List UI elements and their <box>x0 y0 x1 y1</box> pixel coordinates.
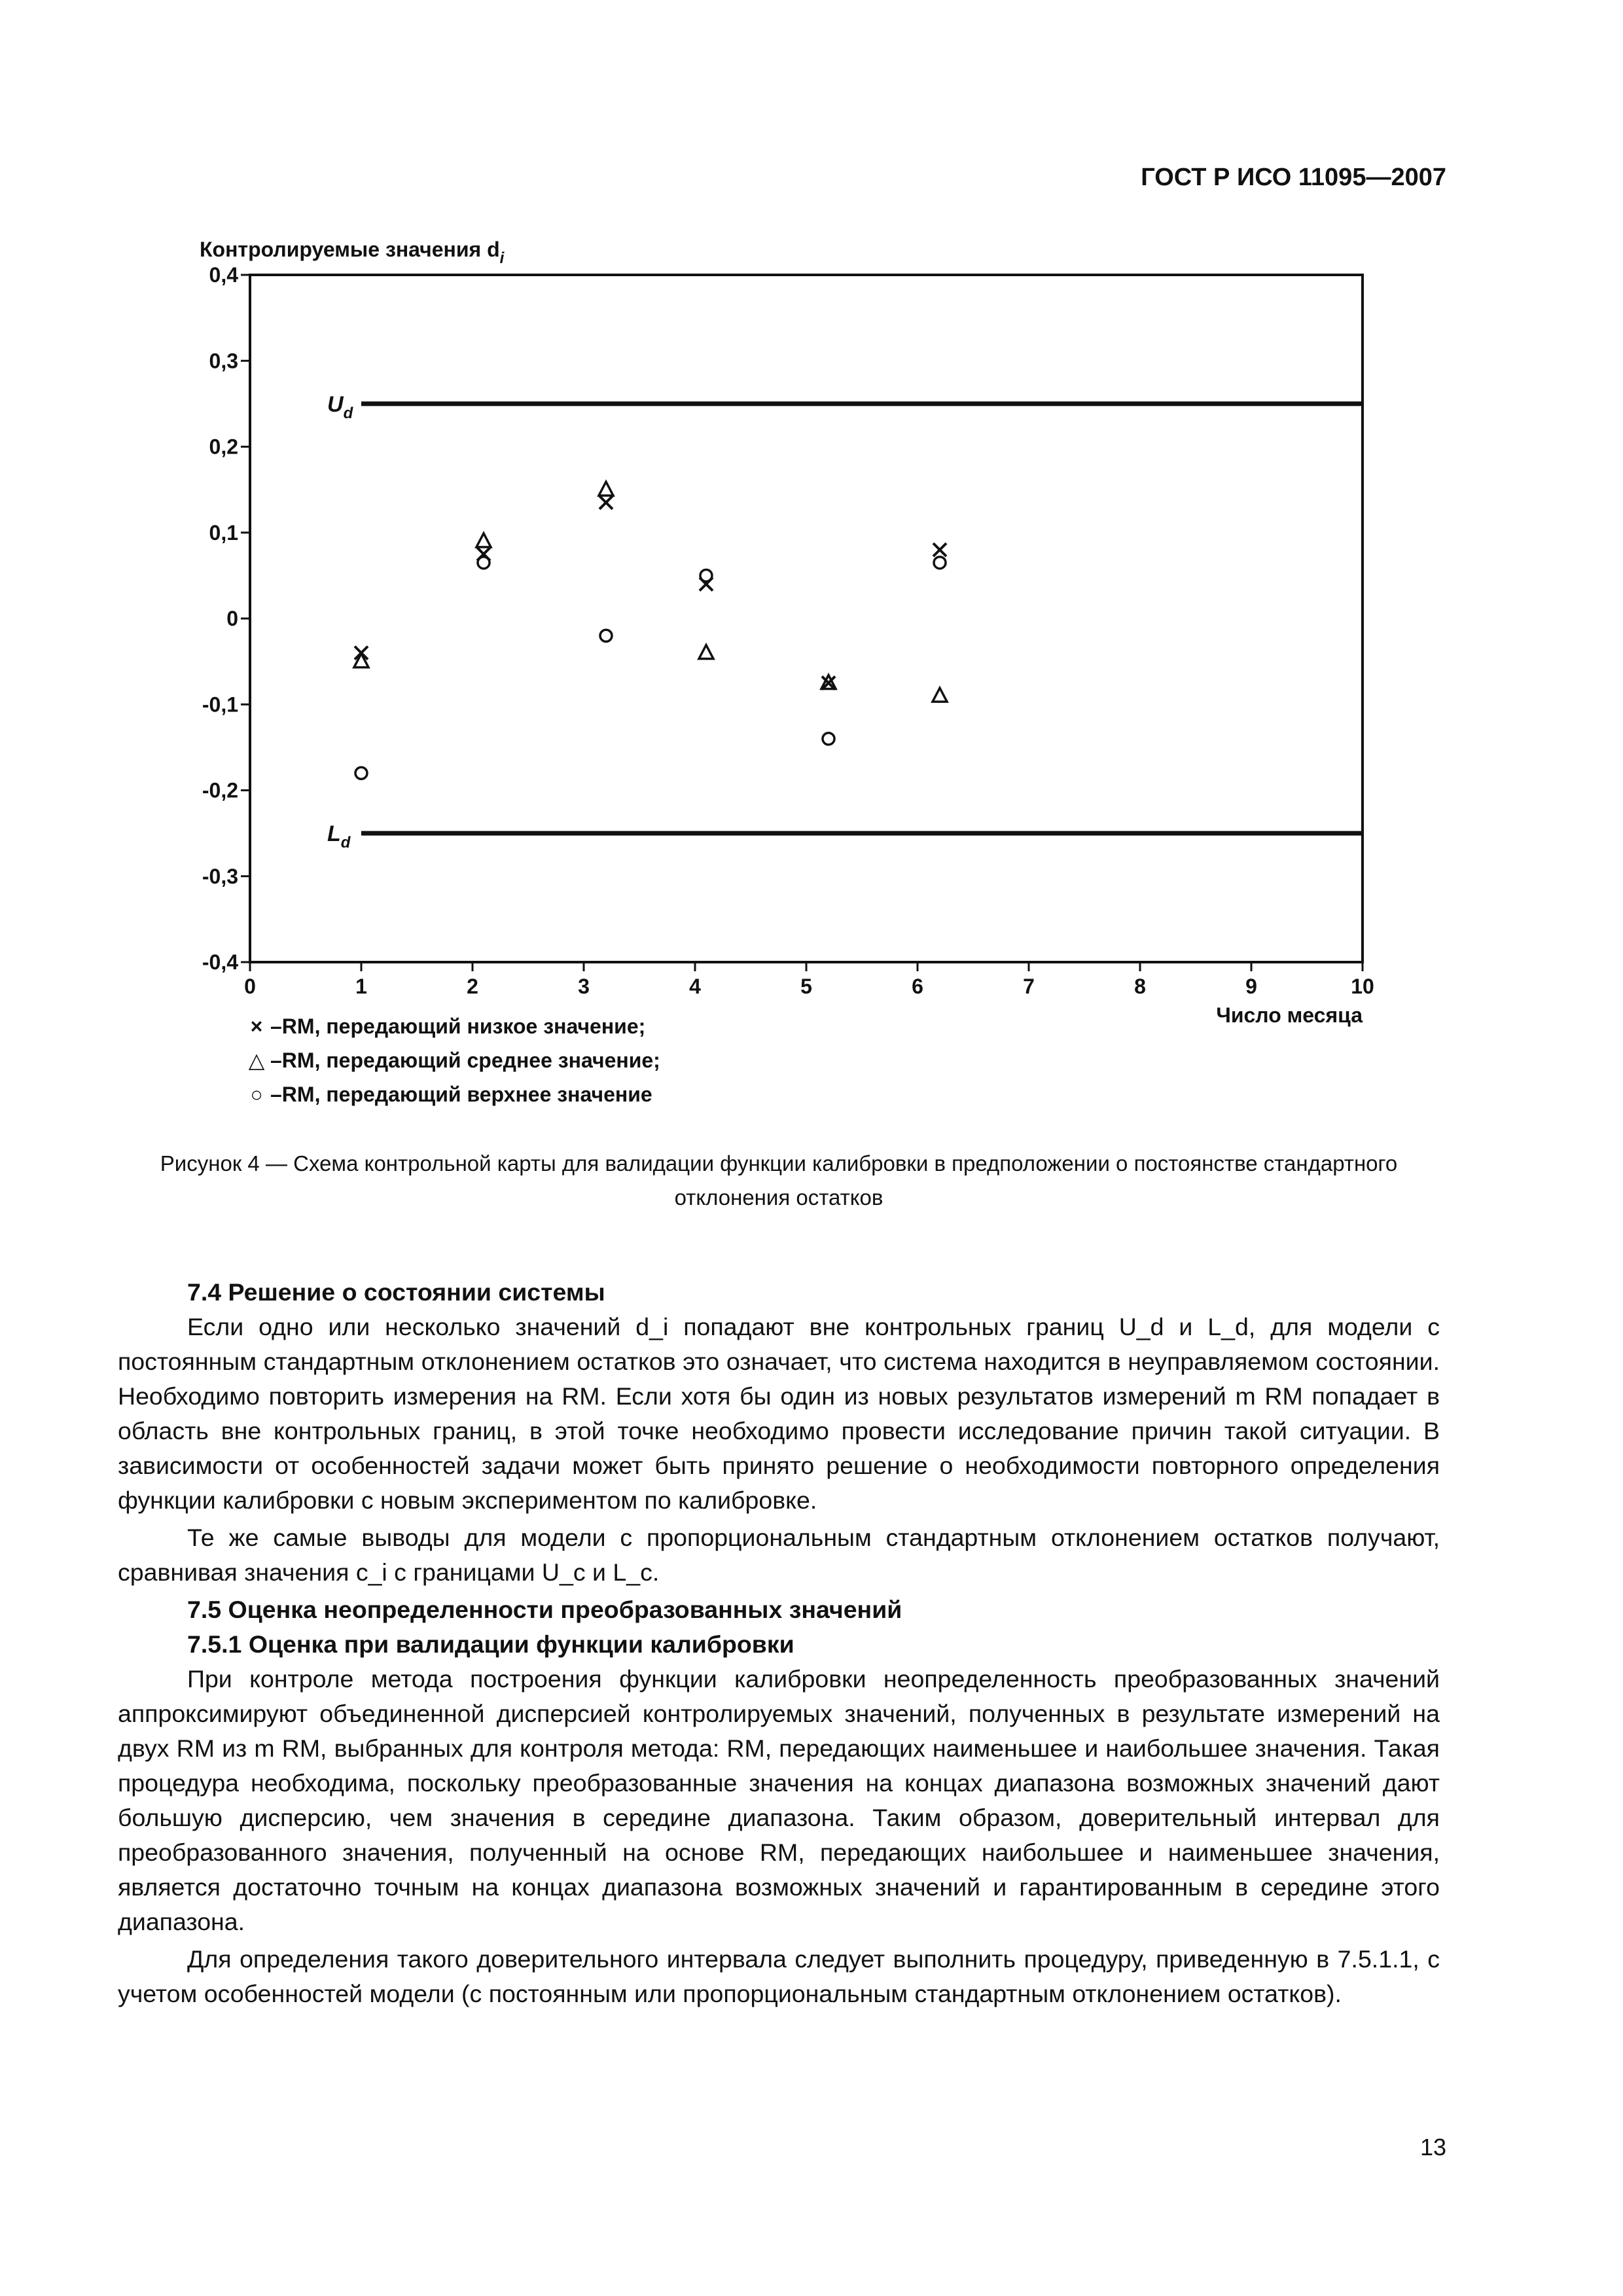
circle-point <box>934 557 946 569</box>
circle-marker-icon: ○ <box>250 1083 263 1106</box>
data-points <box>354 482 947 779</box>
triangle-point <box>599 482 613 495</box>
y-tick-label: -0,3 <box>202 864 238 888</box>
y-tick-label: 0,1 <box>209 520 238 545</box>
x-tick-label: 3 <box>578 975 590 998</box>
section-7-5-1-title: 7.5.1 Оценка при валидации функции калибровки <box>187 1630 794 1658</box>
cross-marker-icon: × <box>250 1014 263 1038</box>
page-number: 13 <box>1419 2134 1446 2161</box>
y-axis-ticks <box>202 263 250 974</box>
triangle-point <box>476 533 491 547</box>
y-tick-label: -0,1 <box>202 692 238 717</box>
document-body <box>118 1275 1440 2014</box>
legend-dash: – <box>270 1014 282 1038</box>
plot-frame <box>250 275 1363 962</box>
y-tick-label: -0,2 <box>202 778 238 802</box>
x-tick-label: 5 <box>800 975 812 998</box>
document-header: ГОСТ Р ИСО 11095—2007 <box>1141 164 1446 191</box>
circle-point <box>700 569 712 581</box>
x-tick-label: 6 <box>912 975 923 998</box>
legend-text: RM, передающий среднее значение; <box>281 1049 660 1072</box>
x-tick-label: 4 <box>689 975 701 998</box>
legend-item-low <box>245 1009 660 1043</box>
triangle-point <box>933 688 947 702</box>
control-limit-label: $U_d$ <box>327 391 353 422</box>
control-limit-label: $L_d$ <box>327 821 351 852</box>
circle-point <box>600 630 612 641</box>
legend-item-high <box>245 1077 660 1111</box>
x-axis-label: Число месяца <box>1216 1003 1363 1027</box>
chart-legend <box>245 1009 660 1111</box>
legend-text: RM, передающий низкое значение; <box>281 1014 646 1038</box>
x-tick-label: 8 <box>1134 975 1146 998</box>
triangle-point <box>354 654 368 668</box>
x-tick-label: 2 <box>467 975 478 998</box>
section-7-5-1-paragraph-2: Для определения такого доверительного интервала следует выполнить процедуру, приведенную в 7.5.1.1, с учетом особенностей модели (с постоянным или пропорциональным стандартным отклонением остатков). <box>118 1945 1440 2007</box>
circle-point <box>355 767 367 779</box>
figure-caption: Рисунок 4 — Схема контрольной карты для валидации функции калибровки в предположении о постоянстве стандартного отклонения остатков <box>160 1151 1398 1210</box>
y-tick-label: 0,2 <box>209 435 238 459</box>
x-tick-label: 1 <box>355 975 367 998</box>
section-7-5-title: 7.5 Оценка неопределенности преобразованных значений <box>187 1596 902 1623</box>
y-tick-label: 0 <box>226 607 238 630</box>
y-tick-label: -0,4 <box>202 950 238 974</box>
section-7-5-1-paragraph-1: При контроле метода построения функции калибровки неопределенность преобразованных значений аппроксимируют объединенной дисперсией контролируемых значений, полученных в результате измерений на двух RM из m RM, выбранных для контроля метода: RM, передающих наименьшее и наибольшее значения. Такая процедура необходима, поскольку преобразованные значения на концах диапазона возможных значений дают большую дисперсию, чем значения в середине диапазона. Таким образом, доверительный интервал для преобразованного значения, полученный на основе RM, передающих наибольшее и наименьшее значения, является достаточно точным на концах диапазона возможных значений и гарантированным в середине этого диапазона. <box>118 1665 1440 1935</box>
y-tick-label: 0,3 <box>209 349 238 373</box>
legend-item-mid <box>245 1043 660 1077</box>
legend-dash: – <box>270 1049 282 1072</box>
cross-point <box>599 496 613 509</box>
legend-text: RM, передающий верхнее значение <box>281 1083 652 1106</box>
circle-point <box>823 733 834 745</box>
y-tick-label: 0,4 <box>209 263 238 287</box>
x-tick-label: 10 <box>1351 975 1374 998</box>
legend-dash: – <box>270 1083 282 1106</box>
section-7-4-paragraph-1: Если одно или несколько значений d_i попадают вне контрольных границ U_d и L_d, для модели с постоянным стандартным отклонением остатков это означает, что система находится в неуправляемом состоянии. Необходимо повторить измерения на RM. Если хотя бы один из новых результатов измерений m RM попадает в область вне контрольных границ, в этой точке необходимо провести исследование причин такой ситуации. В зависимости от особенностей задачи может быть принято решение о необходимости повторного определения функции калибровки с новым экспериментом по калибровке. <box>118 1313 1440 1514</box>
triangle-marker-icon: △ <box>248 1049 265 1072</box>
x-tick-label: 7 <box>1023 975 1035 998</box>
cross-point <box>933 543 946 556</box>
y-axis-label: Контролируемые значения $d_i$ <box>200 238 505 267</box>
x-tick-label: 0 <box>244 975 256 998</box>
section-7-4-paragraph-2: Те же самые выводы для модели с пропорциональным стандартным отклонением остатков получают, сравнивая значения c_i с границами U_c и L_c. <box>118 1524 1440 1586</box>
control-limits <box>327 392 1363 852</box>
section-7-4-title: 7.4 Решение о состоянии системы <box>187 1278 605 1306</box>
circle-point <box>478 557 490 569</box>
triangle-point <box>699 645 713 659</box>
x-tick-label: 9 <box>1245 975 1257 998</box>
x-axis-ticks <box>244 962 1374 998</box>
